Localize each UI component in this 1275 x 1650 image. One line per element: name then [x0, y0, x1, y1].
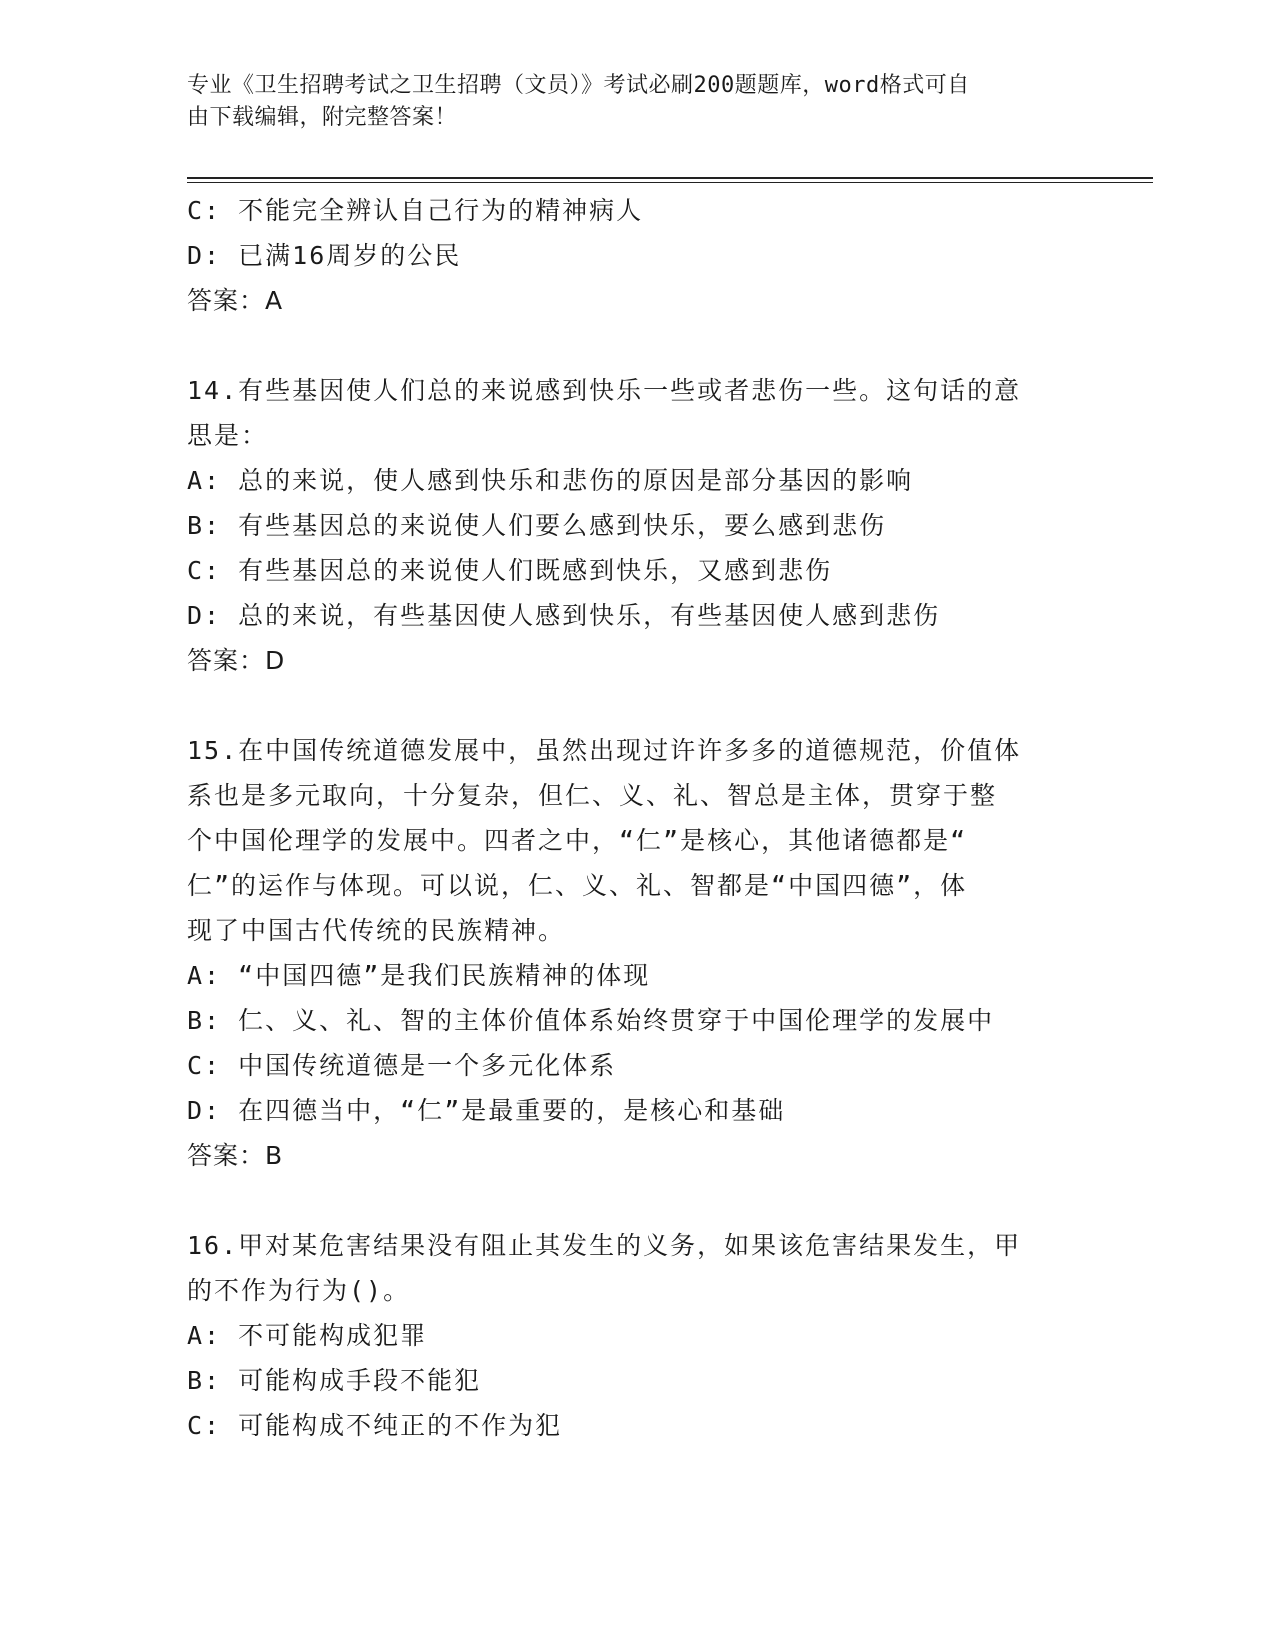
option-d: D: 总的来说，有些基因使人感到快乐，有些基因使人感到悲伤: [187, 601, 941, 630]
answer-label: 答案：B: [187, 1141, 284, 1170]
option-c: C: 不能完全辨认自己行为的精神病人: [187, 196, 644, 225]
question-stem: 16.甲对某危害结果没有阻止其发生的义务，如果该危害结果发生，甲: [187, 1231, 1022, 1260]
question-stem: 的不作为行为()。: [187, 1276, 411, 1305]
question-stem: 仁”的运作与体现。可以说，仁、义、礼、智都是“中国四德”，体: [187, 871, 968, 900]
question-stem: 15.在中国传统道德发展中，虽然出现过许许多多的道德规范，价值体: [187, 736, 1022, 765]
option-b: B: 可能构成手段不能犯: [187, 1366, 482, 1395]
option-c: C: 有些基因总的来说使人们既感到快乐，又感到悲伤: [187, 556, 833, 585]
option-d: D: 在四德当中，“仁”是最重要的，是核心和基础: [187, 1096, 786, 1125]
question-14: [187, 368, 1087, 683]
header-divider-thick: [187, 177, 1153, 179]
option-a: A: 总的来说，使人感到快乐和悲伤的原因是部分基因的影响: [187, 466, 914, 495]
answer-label: 答案：D: [187, 646, 286, 675]
question-13: [187, 188, 1087, 323]
option-c: C: 可能构成不纯正的不作为犯: [187, 1411, 563, 1440]
page-header: [187, 70, 1067, 134]
question-stem: 现了中国古代传统的民族精神。: [187, 916, 566, 945]
question-stem: 个中国伦理学的发展中。四者之中，“仁”是核心，其他诸德都是“: [187, 826, 968, 855]
answer-label: 答案：A: [187, 286, 284, 315]
option-b: B: 有些基因总的来说使人们要么感到快乐，要么感到悲伤: [187, 511, 887, 540]
option-c: C: 中国传统道德是一个多元化体系: [187, 1051, 617, 1080]
question-stem: 系也是多元取向，十分复杂，但仁、义、礼、智总是主体，贯穿于整: [187, 781, 998, 810]
header-line-1: 专业《卫生招聘考试之卫生招聘（文员）》考试必刷200题题库，word格式可自: [187, 73, 970, 98]
header-divider-thin: [187, 182, 1153, 183]
option-a: A: 不可能构成犯罪: [187, 1321, 428, 1350]
option-b: B: 仁、义、礼、智的主体价值体系始终贯穿于中国伦理学的发展中: [187, 1006, 995, 1035]
header-line-2: 由下载编辑，附完整答案！: [187, 105, 458, 130]
question-stem: 14.有些基因使人们总的来说感到快乐一些或者悲伤一些。这句话的意: [187, 376, 1022, 405]
question-16: [187, 1223, 1087, 1448]
option-d: D: 已满16周岁的公民: [187, 241, 462, 270]
question-stem: 思是：: [187, 421, 269, 450]
question-15: [187, 728, 1087, 1178]
option-a: A: “中国四德”是我们民族精神的体现: [187, 961, 651, 990]
question-list: [187, 188, 1087, 1448]
